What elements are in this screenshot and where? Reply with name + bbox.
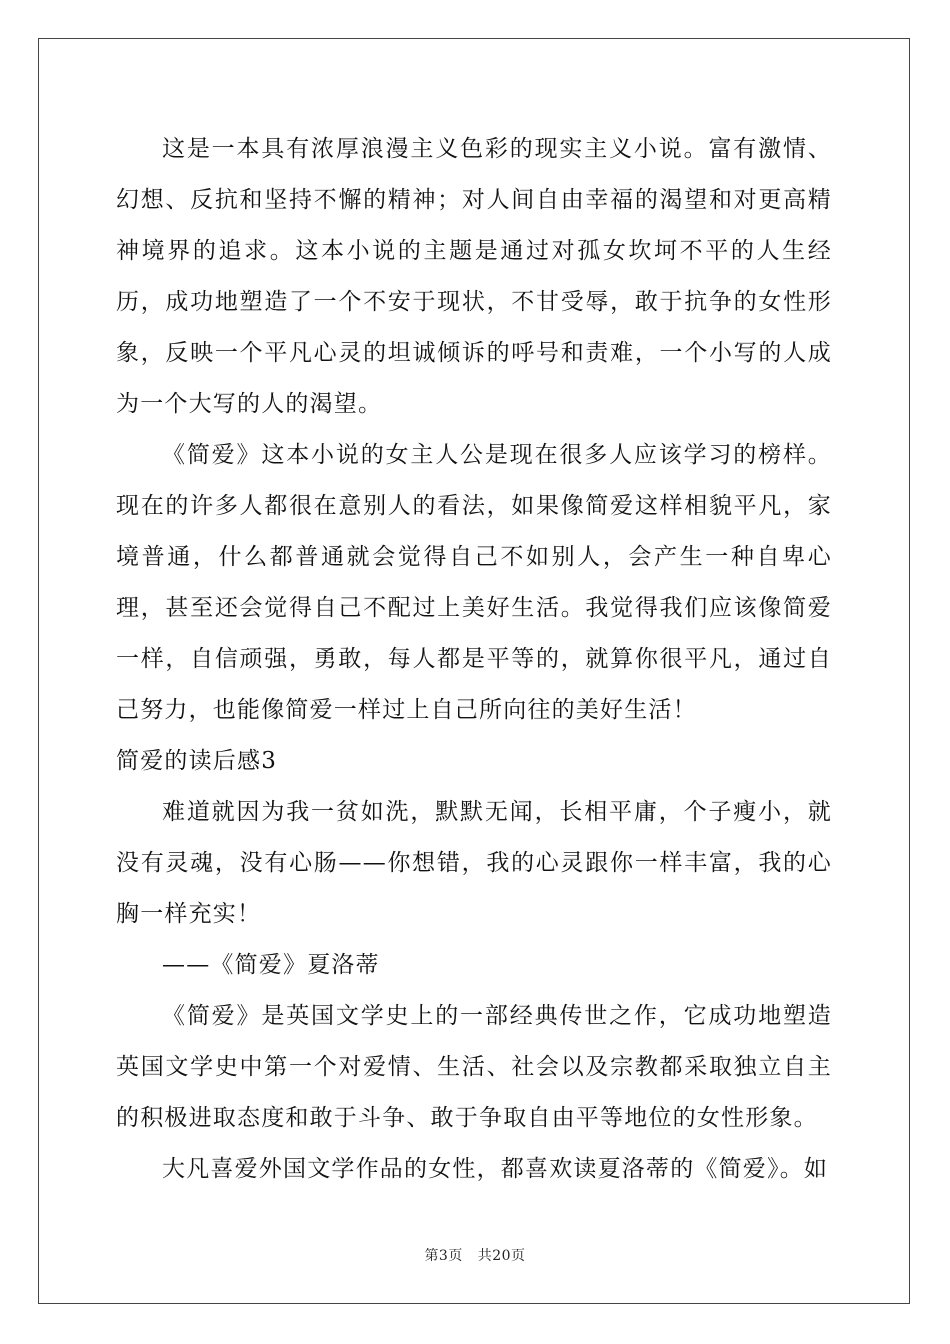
page-total: 共20页 — [477, 1248, 526, 1264]
quote-attribution: ——《简爱》夏洛蒂 — [162, 952, 380, 978]
paragraph: 《简爱》是英国文学史上的一部经典传世之作，它成功地塑造英国文学史中第一个对爱情、生活、社会以及宗教都采取独立自主的积极进取态度和敢于斗争、敢于争取自由平等地位的女性形象。 — [116, 1003, 832, 1131]
paragraph: 这是一本具有浓厚浪漫主义色彩的现实主义小说。富有激情、幻想、反抗和坚持不懈的精神；对人间自由幸福的渴望和对更高精神境界的追求。这本小说的主题是通过对孤女坎坷不平的人生经历，成功地塑造了一个不安于现状，不甘受辱，敢于抗争的女性形象，反映一个平凡心灵的坦诚倾诉的呼号和责难，一个小写的人成为一个大写的人的渴望。 — [116, 136, 832, 417]
paragraph: 《简爱》这本小说的女主人公是现在很多人应该学习的榜样。现在的许多人都很在意别人的看法，如果像简爱这样相貌平凡，家境普通，什么都普通就会觉得自己不如别人，会产生一种自卑心理，甚至还会觉得自己不配过上美好生活。我觉得我们应该像简爱一样，自信顽强，勇敢，每人都是平等的，就算你很平凡，通过自己努力，也能像简爱一样过上自己所向往的美好生活！ — [116, 442, 832, 723]
page-footer — [0, 1245, 950, 1265]
section-heading: 简爱的读后感3 — [116, 748, 278, 774]
paragraph: 难道就因为我一贫如洗，默默无闻，长相平庸，个子瘦小，就没有灵魂，没有心肠——你想错，我的心灵跟你一样丰富，我的心胸一样充实！ — [116, 799, 832, 927]
document-body — [116, 124, 832, 1195]
paragraph: 大凡喜爱外国文学作品的女性，都喜欢读夏洛蒂的《简爱》。如 — [162, 1156, 829, 1182]
page-number: 第3页 — [424, 1248, 463, 1264]
